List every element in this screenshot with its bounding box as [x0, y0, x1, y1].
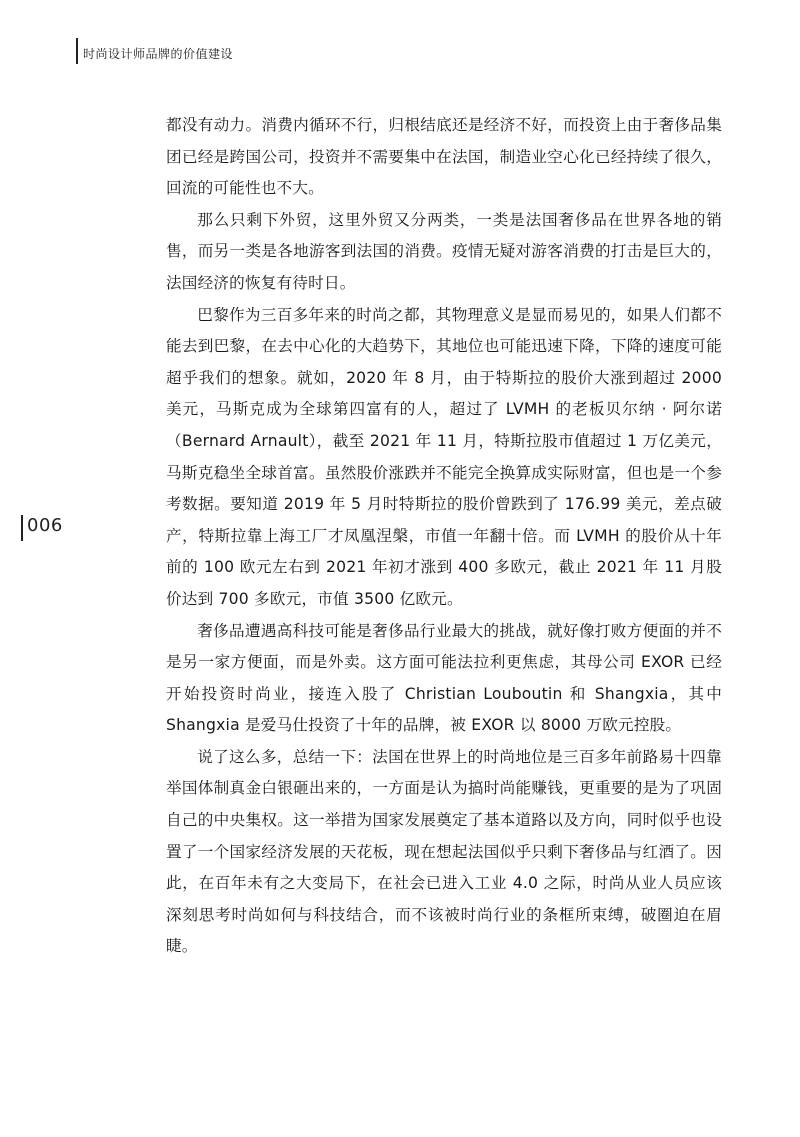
page-number-rule [21, 515, 23, 541]
body-text [166, 110, 722, 963]
paragraph: 那么只剩下外贸，这里外贸又分两类，一类是法国奢侈品在世界各地的销售，而另一类是各地游客到法国的消费。疫情无疑对游客消费的打击是巨大的，法国经济的恢复有待时日。 [166, 210, 722, 292]
paragraph: 说了这么多，总结一下：法国在世界上的时尚地位是三百多年前路易十四靠举国体制真金白银砸出来的，一方面是认为搞时尚能赚钱，更重要的是为了巩固自己的中央集权。这一举措为国家发展奠定了基本道路以及方向，同时似乎也设置了一个国家经济发展的天花板，现在想起法国似乎只剩下奢侈品与红酒了。因此，在百年未有之大变局下，在社会已进入工业 4.0 之际，时尚从业人员应该深刻思考时尚如何与科技结合，而不该被时尚行业的条框所束缚，破圈迫在眉睫。 [166, 747, 722, 956]
running-header-title: 时尚设计师品牌的价值建设 [83, 47, 234, 61]
paragraph: 都没有动力。消费内循环不行，归根结底还是经济不好，而投资上由于奢侈品集团已经是跨国公司，投资并不需要集中在法国，制造业空心化已经持续了很久，回流的可能性也不大。 [166, 116, 722, 198]
paragraph: 奢侈品遭遇高科技可能是奢侈品行业最大的挑战，就好像打败方便面的并不是另一家方便面，而是外卖。这方面可能法拉利更焦虑，其母公司 EXOR 已经开始投资时尚业，接连入股了 Christian Louboutin 和 Shangxia，其中 Shangxia 是爱马仕投资了十年的品牌，被 EXOR 以 8000 万欧元控股。 [166, 621, 722, 735]
paragraph: 巴黎作为三百多年来的时尚之都，其物理意义是显而易见的，如果人们都不能去到巴黎，在去中心化的大趋势下，其地位也可能迅速下降，下降的速度可能超乎我们的想象。就如，2020 年 8 月，由于特斯拉的股价大涨到超过 2000 美元，马斯克成为全球第四富有的人，超过了 LVMH 的老板贝尔纳 · 阿尔诺（Bernard Arnault），截至 2021 年 11 月，特斯拉股市值超过 1 万亿美元，马斯克稳坐全球首富。虽然股价涨跌并不能完全换算成实际财富，但也是一个参考数据。要知道 2019 年 5 月时特斯拉的股价曾跌到了 176.99 美元，差点破产，特斯拉靠上海工厂才凤凰涅槃，市值一年翻十倍。而 LVMH 的股价从十年前的 100 欧元左右到 2021 年初才涨到 400 多欧元，截止 2021 年 11 月股价达到 700 多欧元，市值 3500 亿欧元。 [166, 305, 722, 608]
page-number: 006 [27, 515, 63, 536]
header-rule [76, 38, 78, 64]
